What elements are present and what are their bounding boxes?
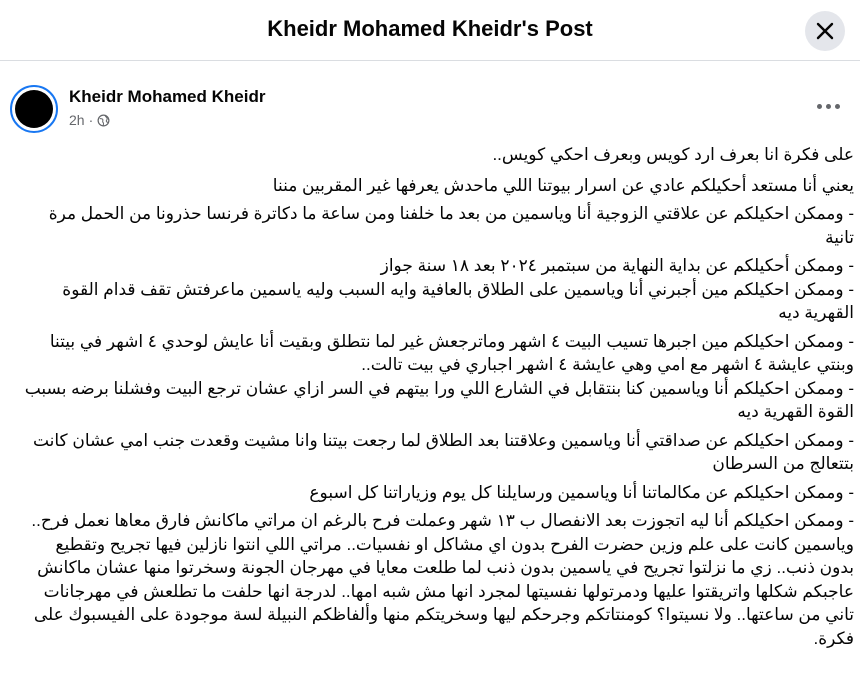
post-bullet-3: - وممكن احكيلكم مين أجبرني أنا وياسمين على الطلاق بالعافية وايه السبب وليه ياسمين ماعرفتش تقف قدام القوة القهرية ديه <box>62 279 854 322</box>
post-bullet-1: - وممكن احكيلكم عن علاقتي الزوجية أنا وياسمين من بعد ما خلفنا ومن ساعة ما دكاترة فرنسا حذرونا من الحمل مرة تانية <box>48 204 854 247</box>
post-bullet-5: - وممكن احكيلكم أنا وياسمين كنا بنتقابل في الشارع اللي ورا بيتهم في السر ازاي عشان ترجع البيت وفشلنا برضه بسبب القوة القهرية ديه <box>24 378 854 421</box>
author-name[interactable]: Kheidr Mohamed Kheidr <box>69 87 266 106</box>
post-time[interactable]: 2h <box>69 112 85 128</box>
post-intro-2: يعني أنا مستعد أحكيلكم عادي عن اسرار بيوتنا اللي ماحدش يعرفها غير المقربين مننا <box>272 175 854 195</box>
close-button[interactable] <box>805 11 845 51</box>
avatar-image <box>15 90 53 128</box>
more-horizontal-icon <box>817 104 822 109</box>
post-bullet-4: - وممكن احكيلكم مين اجبرها تسيب البيت ٤ اشهر وماترجعش غير لما نتطلق وبقيت أنا عايش لوحدي ٤ اشهر في بيتنا وبنتي عايشة ٤ اشهر مع امي وهي عايشة ٤ اشهر اجباري في بيت تالت.. <box>49 331 854 374</box>
post-content <box>22 143 854 650</box>
close-icon <box>815 21 835 41</box>
post-bullet-6: - وممكن احكيلكم عن صداقتي أنا وياسمين وعلاقتنا بعد الطلاق لما رجعت بيتنا وانا مشيت وقعدت جنب امي عشان كانت بتتعالج من السرطان <box>32 430 854 473</box>
more-options-button[interactable] <box>815 96 843 116</box>
dialog-title: Kheidr Mohamed Kheidr's Post <box>267 16 593 41</box>
globe-icon[interactable] <box>97 114 110 127</box>
post-intro-1: على فكرة انا بعرف ارد كويس وبعرف احكي كويس.. <box>492 145 854 164</box>
author-avatar[interactable] <box>10 85 58 133</box>
more-dot <box>826 104 831 109</box>
post-bullet-2: - وممكن أحكيلكم عن بداية النهاية من سبتمبر ٢٠٢٤ بعد ١٨ سنة جواز <box>380 256 854 275</box>
post-bullet-8: - وممكن احكيلكم أنا ليه اتجوزت بعد الانفصال ب ١٣ شهر وعملت فرح بالرغم ان مراتي ماكانش فارق معاها نعمل فرح.. وياسمين كانت على علم وزين حضرت الفرح بدون اي مشاكل او نفسيات.. مراتي اللي انتوا نازلين فيها تجريح وتقطيع بدون ذنب.. زي ما نزلتوا تجريح في ياسمين بدون ذنب لما طلعت معايا في مهرجان الجونة وسخرتوا منها عشان ماكانش عاجبكم شكلها واتريقتوا عليها ودمرتولها نفسيتها لمجرد انها مش شبه امها.. لدرجة انها حلفت ما تطلعش في مهرجانات تاني من ساعتها.. ولا نسيتوا؟ كومنتاتكم وجرحكم ليها وسخريتكم منها وألفاظكم النبيلة لسة موجودة على الفيسبوك على فكرة. <box>31 511 854 648</box>
more-dot <box>835 104 840 109</box>
post-bullet-7: - وممكن احكيلكم عن مكالماتنا أنا وياسمين ورسايلنا كل يوم وزياراتنا كل اسبوع <box>309 482 854 502</box>
meta-separator: · <box>88 112 94 128</box>
dialog-header <box>0 0 860 61</box>
post-meta <box>69 112 110 128</box>
